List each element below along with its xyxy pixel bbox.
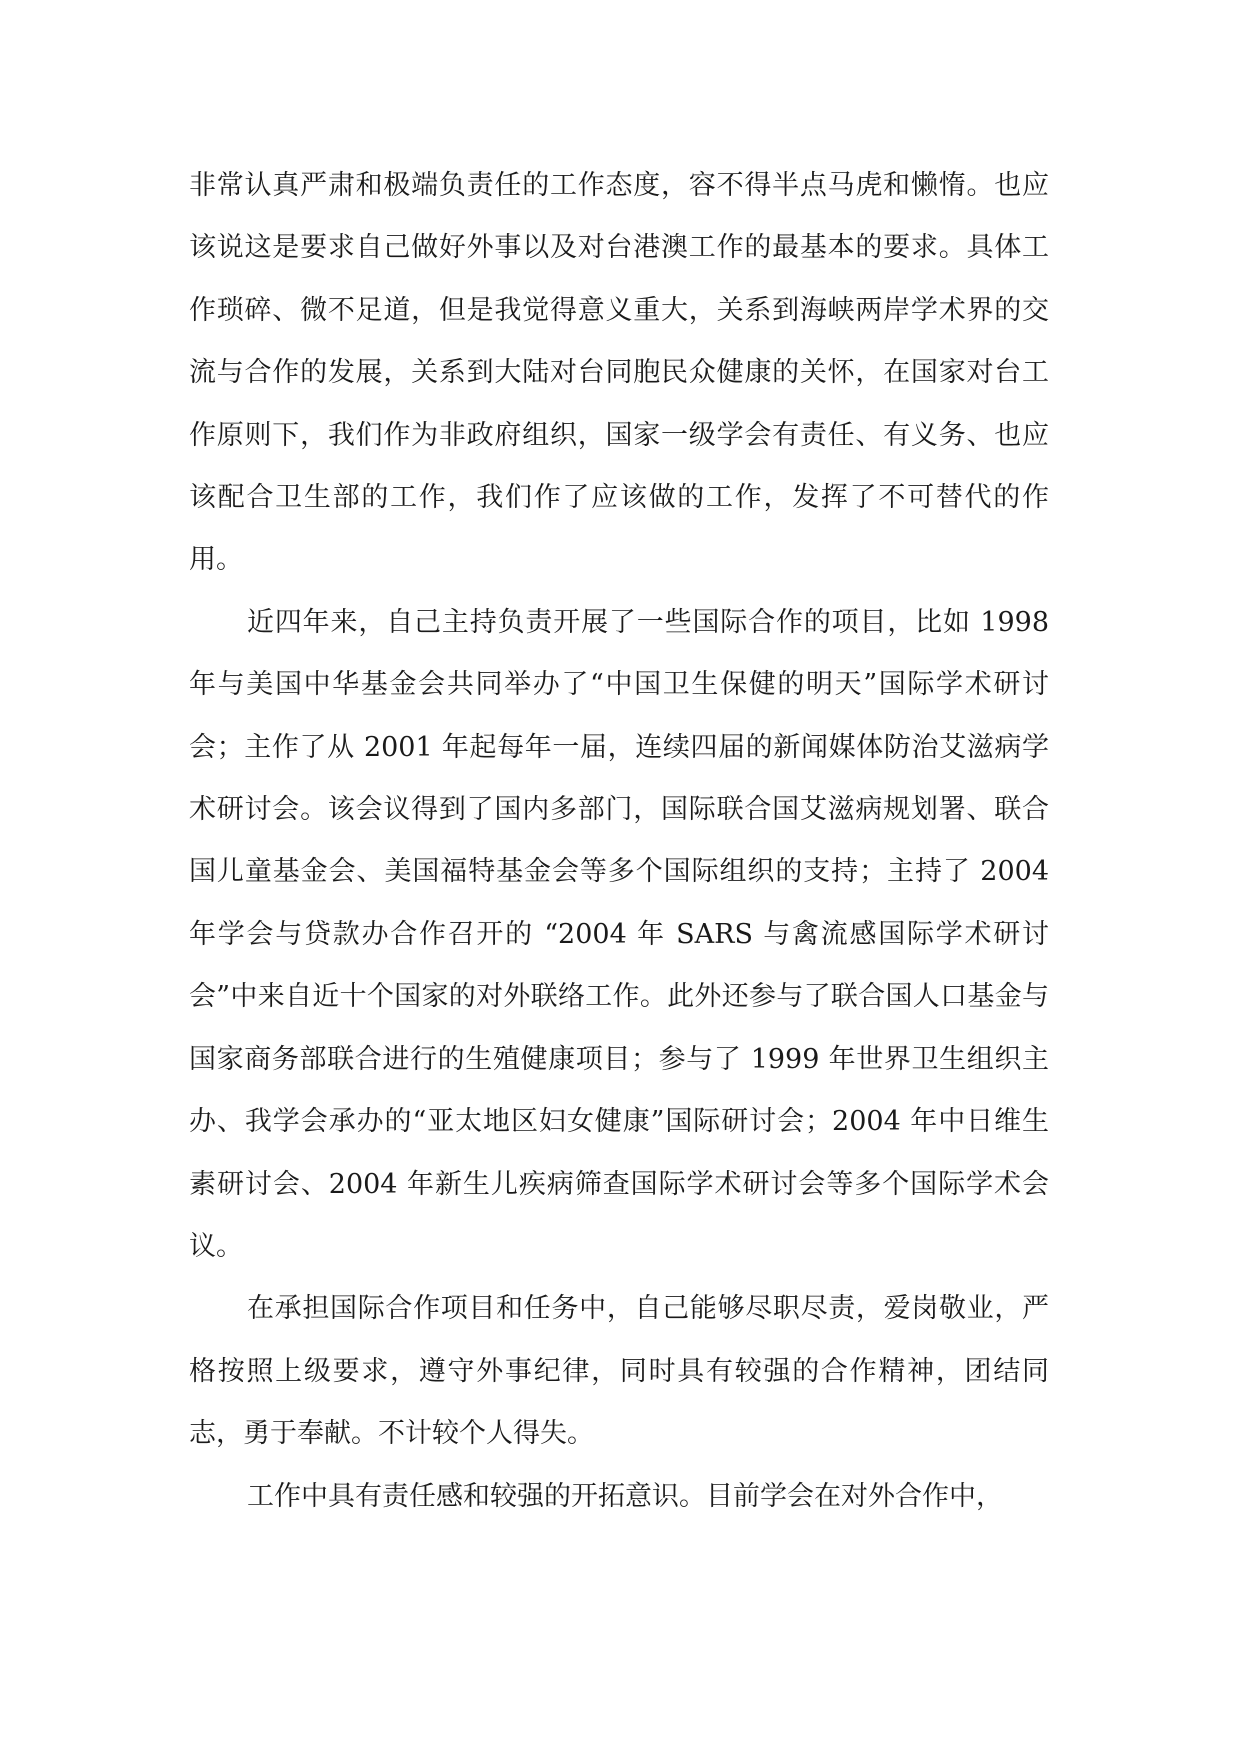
paragraph-2: 近四年来，自己主持负责开展了一些国际合作的项目，比如 1998 年与美国中华基金会共同举办了“中国卫生保健的明天”国际学术研讨会；主作了从 2001 年起每年一届，连续四届的新闻媒体防治艾滋病学术研讨会。该会议得到了国内多部门，国际联合国艾滋病规划署、联合国儿童基金会、美国福特基金会等多个国际组织的支持；主持了 2004 年学会与贷款办合作召开的 “2004 年 SARS 与禽流感国际学术研讨会”中来自近十个国家的对外联络工作。此外还参与了联合国人口基金与国家商务部联合进行的生殖健康项目；参与了 1999 年世界卫生组织主办、我学会承办的“亚太地区妇女健康”国际研讨会；2004 年中日维生素研讨会、2004 年新生儿疾病筛查国际学术研讨会等多个国际学术会议。 bbox=[189, 606, 1049, 1262]
paragraph-1: 非常认真严肃和极端负责任的工作态度，容不得半点马虎和懒惰。也应该说这是要求自己做好外事以及对台港澳工作的最基本的要求。具体工作琐碎、微不足道，但是我觉得意义重大，关系到海峡两岸学术界的交流与合作的发展，关系到大陆对台同胞民众健康的关怀，在国家对台工作原则下，我们作为非政府组织，国家一级学会有责任、有义务、也应该配合卫生部的工作，我们作了应该做的工作，发挥了不可替代的作用。 bbox=[189, 170, 1049, 576]
body-text bbox=[189, 155, 1049, 1528]
paragraph-3: 在承担国际合作项目和任务中，自己能够尽职尽责，爱岗敬业，严格按照上级要求，遵守外事纪律，同时具有较强的合作精神，团结同志，勇于奉献。不计较个人得失。 bbox=[189, 1293, 1049, 1450]
paragraph-4: 工作中具有责任感和较强的开拓意识。目前学会在对外合作中， bbox=[247, 1480, 1003, 1512]
